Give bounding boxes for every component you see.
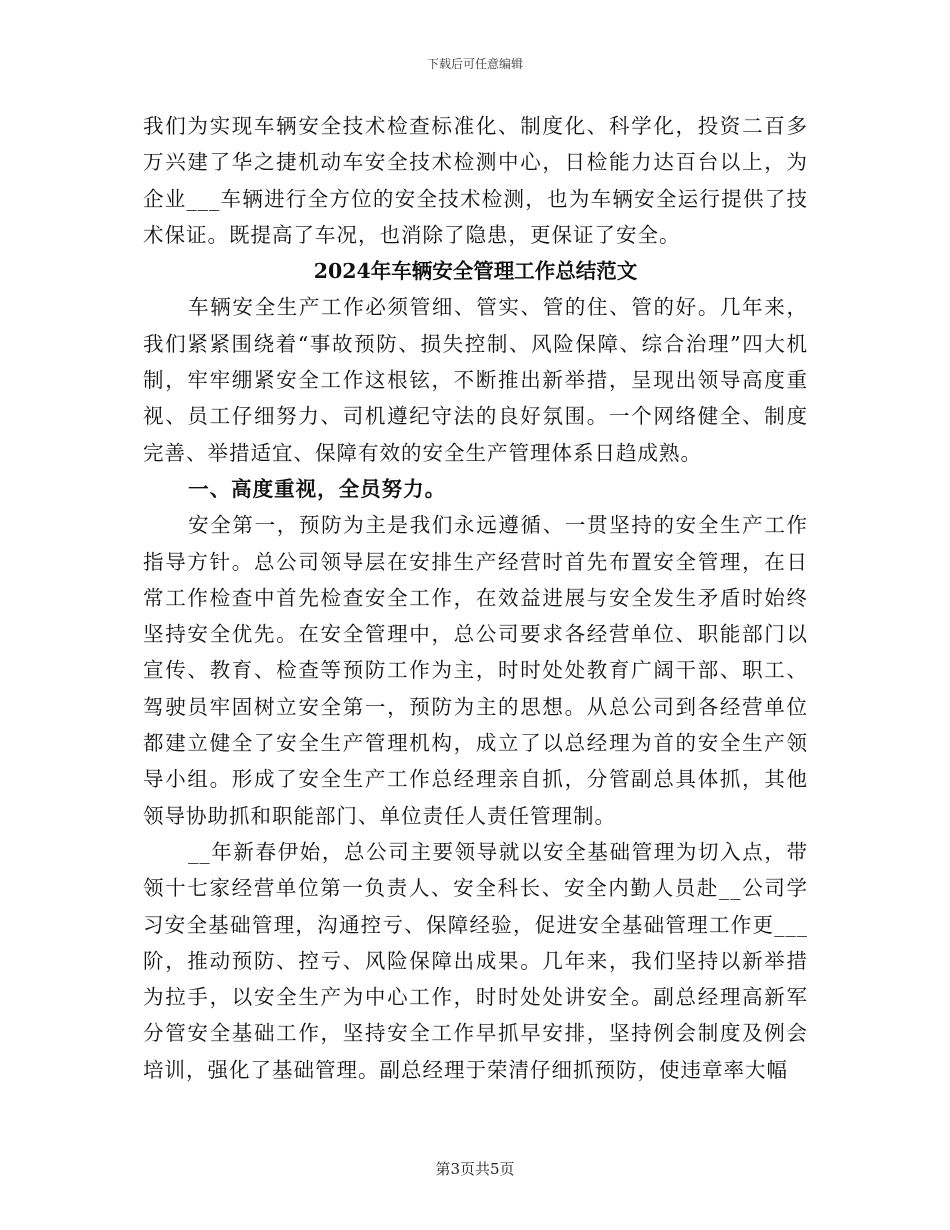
- paragraph-3: __年新春伊始，总公司主要领导就以安全基础管理为切入点，带领十七家经营单位第一负责人、安全科长、安全内勤人员赴__公司学习安全基础管理，沟通控亏、保障经验，促进安全基础管理工作更___阶，推动预防、控亏、风险保障出成果。几年来，我们坚持以新举措为拉手，以安全生产为中心工作，时时处处讲安全。副总经理高新军分管安全基础工作，坚持安全工作早抓早安排，坚持例会制度及例会培训，强化了基础管理。副总经理于荣清仔细抓预防，使违章率大幅: [143, 839, 808, 1082]
- paragraph-2: 安全第一，预防为主是我们永远遵循、一贯坚持的安全生产工作指导方针。总公司领导层在安排生产经营时首先布置安全管理，在日常工作检查中首先检查安全工作，在效益进展与安全发生矛盾时始终坚持安全优先。在安全管理中，总公司要求各经营单位、职能部门以宣传、教育、检查等预防工作为主，时时处处教育广阔干部、职工、驾驶员牢固树立安全第一，预防为主的思想。从总公司到各经营单位都建立健全了安全生产管理机构，成立了以总经理为首的安全生产领导小组。形成了安全生产工作总经理亲自抓，分管副总具体抓，其他领导协助抓和职能部门、单位责任人责任管理制。: [143, 513, 808, 828]
- page-footer: 第3页共5页: [435, 1160, 515, 1178]
- document-body: [143, 108, 808, 1088]
- document-title: 2024年车辆安全管理工作总结范文: [313, 259, 638, 284]
- section-heading-1: 一、高度重视，全员努力。: [188, 476, 447, 501]
- paragraph-1: 车辆安全生产工作必须管细、管实、管的住、管的好。几年来，我们紧紧围绕着“事故预防、损失控制、风险保障、综合治理”四大机制，牢牢绷紧安全工作这根铉，不断推出新举措，呈现出领导高度重视、员工仔细努力、司机遵纪守法的良好氛围。一个网络健全、制度完善、举措适宜、保障有效的安全生产管理体系日趋成熟。: [143, 295, 808, 465]
- intro-paragraph: 我们为实现车辆安全技术检查标准化、制度化、科学化，投资二百多万兴建了华之捷机动车安全技术检测中心，日检能力达百台以上，为企业___车辆进行全方位的安全技术检测，也为车辆安全运行提供了技术保证。既提高了车况，也消除了隐患，更保证了安全。: [143, 114, 808, 247]
- page-header: 下载后可任意编辑: [426, 57, 523, 71]
